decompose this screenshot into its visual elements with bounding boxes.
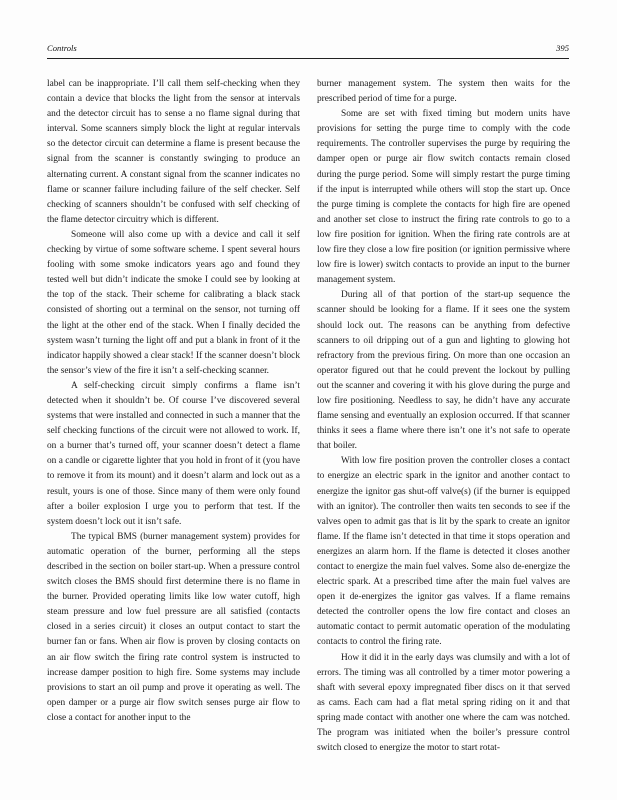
paragraph: Someone will also come up with a device and call it self checking by virtue of some software scheme. I spent several hours fooling with some smoke indicators years ago and found they tested well but didn’t indicate the smoke I could see by looking at the top of the stack. Their scheme for calibrating a black stack consisted of shorting out a terminal on the sensor, not turning off the light at the other end of the stack. When I finally decided the system wasn’t turning the light off and put a blank in front of it the indicator happily showed a clear stack! If the scanner doesn’t block the sensor’s view of the fire it isn’t a self-checking scanner. [47, 229, 300, 376]
right-column [317, 77, 570, 756]
paragraph: The typical BMS (burner management system) provides for automatic operation of the burner, performing all the steps described in the section on boiler start-up. When a pressure control switch closes the BMS should first determine there is no flame in the burner. Provided operating limits like low water cutoff, high steam pressure and low fuel pressure are all satisfied (contacts closed in a series circuit) it closes an output contact to start the burner fan or fans. When air flow is proven by closing contacts on an air flow switch the firing rate control system is instructed to increase damper position to high fire. Some systems may include provisions to start an oil pump and prove it operating as well. The open damper or a purge air flow switch senses purge air flow to close a contact for another input to the [47, 531, 300, 723]
header-rule [47, 58, 569, 59]
section-title: Controls [47, 43, 77, 53]
running-head [47, 43, 569, 57]
paragraph: During all of that portion of the start-up sequence the scanner should be looking for a flame. If it sees one the system should lock out. The reasons can be anything from defective scanners to oil dripping out of a gun and lighting to glowing hot refractory from the previous firing. On more than one occasion an operator figured out that he could prevent the lockout by pulling out the scanner and covering it with his glove during the purge and low fire positioning. Needless to say, he didn’t have any accurate flame sensing and eventually an explosion occurred. If that scanner thinks it sees a flame where there isn’t one it’s not safe to operate that boiler. [317, 290, 570, 452]
paragraph: label can be inappropriate. I’ll call them self-checking when they contain a device that blocks the light from the sensor at intervals and the detector circuit has to sense a no flame signal during that interval. Some scanners simply block the light at regular intervals so the detector circuit can determine a flame is present because the signal from the scanner is constantly swinging to produce an alternating current. A constant signal from the scanner indicates no flame or scanner failure including failure of the self checker. Self checking of scanners shouldn’t be confused with self checking of the flame detector circuitry which is different. [47, 79, 300, 225]
paragraph: How it did it in the early days was clumsily and with a lot of errors. The timing was all controlled by a timer motor powering a shaft with several epoxy impregnated fiber discs on it that served as cams. Each cam had a flat metal spring riding on it and that spring made contact with another one where the cam was notched. The program was initiated when the boiler’s pressure control switch closed to energize the motor to start rotat- [317, 652, 570, 754]
paragraph: Some are set with fixed timing but modern units have provisions for setting the purge time to comply with the code requirements. The controller supervises the purge by requiring the damper open or purge air flow switch contacts remain closed during the purge period. Some will simply restart the purge timing if the input is interrupted while others will stop the start up. Once the purge timing is complete the contacts for high fire are opened and another set close to instruct the firing rate controls to go to a low fire position for ignition. When the firing rate controls are at low fire they close a low fire position (or ignition permissive where low fire is lower) switch contacts to provide an input to the burner management system. [317, 109, 570, 286]
left-column [47, 77, 300, 726]
page-number: 395 [556, 43, 569, 53]
paragraph: A self-checking circuit simply confirms a flame isn’t detected when it shouldn’t be. Of course I’ve discovered several systems that were installed and connected in such a manner that the self checking functions of the circuit were not allowed to work. If, on a burner that’s turned off, your scanner doesn’t detect a flame on a candle or cigarette lighter that you hold in front of it (you have to remove it from its mount) and it doesn’t alarm and lock out as a result, yours is one of those. Since many of them were only found after a boiler explosion I urge you to perform that test. If the system doesn’t lock out it isn’t safe. [47, 380, 300, 527]
paragraph: burner management system. The system then waits for the prescribed period of time for a purge. [317, 79, 570, 105]
paragraph: With low fire position proven the controller closes a contact to energize an electric spark in the ignitor and another contact to energize the ignitor gas shut-off valve(s) (if the burner is equipped with an ignitor). The controller then waits ten seconds to see if the valves open to admit gas that is lit by the spark to create an ignitor flame. If the flame isn’t detected in that time it stops operation and energizes an alarm horn. If the flame is detected it closes another contact to energize the main fuel valves. Some also de-energize the electric spark. At a prescribed time after the main fuel valves are open it de-energizes the ignitor gas valves. If a flame remains detected the controller opens the low fire contact and closes an automatic contact to permit automatic operation of the modulating contacts to control the firing rate. [317, 456, 570, 648]
